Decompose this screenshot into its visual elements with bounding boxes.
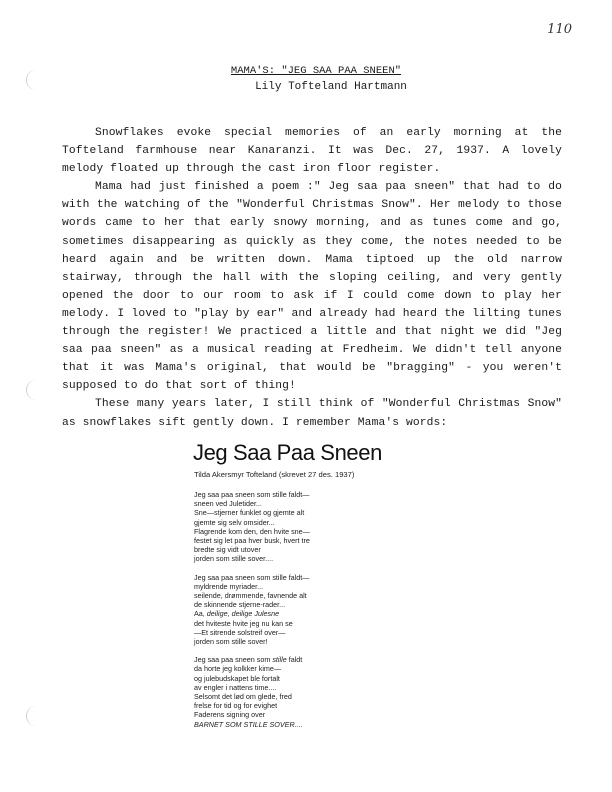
poem — [194, 490, 434, 738]
poem-line: —Et sitrende solstreif over— — [194, 627, 286, 637]
paragraph-2: Mama had just finished a poem :" Jeg saa paa sneen" that had to do with the watching of the "Wonderful Christmas Snow". Her melody to those words came to her that early snowy morning, and as tunes come and go, sometimes disappearing as quickly as they come, the notes needed to be heard again and be written down. Mama tiptoed up the old narrow stairway, through the hall with the sloping ceiling, and very gently opened the door to our room to ask if I could come down to play her melody. I loved to "play by ear" and already had heard the lilting tunes through the register! We practiced a little and that night we did "Jeg saa paa sneen" as a musical reading at Fredheim. We didn't tell anyone that it was Mama's original, that would be "bragging" - you weren't supposed to do that sort of thing! — [62, 181, 562, 393]
poem-line: jorden som stille sover! — [194, 637, 268, 647]
poem-line: Jeg saa paa sneen som stille faldt— — [194, 490, 310, 499]
poem-title: Jeg Saa Paa Sneen — [193, 440, 382, 465]
poem-line: da horte jeg kolkker kime— — [194, 664, 282, 674]
paragraph-1: Snowflakes evoke special memories of an early morning at the Tofteland farmhouse near Kanaranzi. It was Dec. 27, 1937. A lovely melody floated up through the cast iron floor register. — [62, 127, 562, 176]
poem-line: Faderens signing over — [194, 710, 266, 720]
poem-line-italic: deilige, deilige Julesne — [206, 609, 280, 619]
poem-line: sneen ved Juletider... — [194, 499, 262, 509]
body-text — [62, 116, 562, 432]
poem-line-end: faldt — [286, 655, 303, 665]
poem-line — [194, 609, 434, 618]
poem-line-start: Aa, — [194, 609, 207, 619]
poem-line: de skinnende stjerne-rader... — [194, 600, 286, 610]
poem-line: Sne—stjerner funklet og gjemte alt — [194, 508, 305, 518]
poem-line-italic: stille — [272, 655, 287, 665]
poem-line: av engler i nattens time.... — [194, 682, 277, 692]
poem-line: gjemte sig selv omsider... — [194, 517, 275, 527]
document-title: MAMA'S: "JEG SAA PAA SNEEN" — [230, 65, 402, 77]
poem-line: seilende, drømmende, favnende alt — [194, 591, 307, 601]
author-line: Lily Tofteland Hartmann — [255, 81, 407, 93]
paragraph-3: These many years later, I still think of "Wonderful Christmas Snow" as snowflakes sift gently down. I remember Mama's words: — [62, 398, 562, 429]
poem-line: frelse for tid og for evighet — [194, 701, 278, 711]
title-block — [0, 60, 612, 93]
poem-stanza-1 — [194, 490, 434, 564]
poem-byline: Tilda Akersmyr Tofteland (skrevet 27 des. 1937) — [194, 470, 355, 479]
poem-line: det hviteste hvite jeg nu kan se — [194, 618, 293, 628]
poem-line: myldrende myriader... — [194, 581, 264, 591]
poem-line: Jeg saa paa sneen som stille faldt— — [194, 572, 310, 582]
poem-line: festet sig let paa hver busk, hvert tre — [194, 536, 310, 546]
binder-hole-mark — [26, 70, 41, 90]
page-number: 110 — [547, 22, 572, 37]
poem-line: BARNET SOM STILLE SOVER.... — [194, 719, 303, 729]
poem-line: jorden som stille sover.... — [194, 554, 274, 564]
poem-line: og julebudskapet ble fortalt — [194, 673, 280, 683]
poem-stanza-3 — [194, 655, 434, 729]
poem-line-start: Jeg saa paa sneen som — [194, 655, 273, 665]
poem-line: bredte sig vidt utover — [194, 545, 261, 555]
poem-line — [194, 655, 434, 664]
binder-hole-mark — [26, 706, 41, 726]
poem-line: Flagrende kom den, den hvite sne— — [194, 526, 310, 536]
poem-stanza-2 — [194, 573, 434, 647]
binder-hole-mark — [26, 380, 41, 400]
poem-line: Selsomt det lød om glede, fred — [194, 692, 292, 702]
